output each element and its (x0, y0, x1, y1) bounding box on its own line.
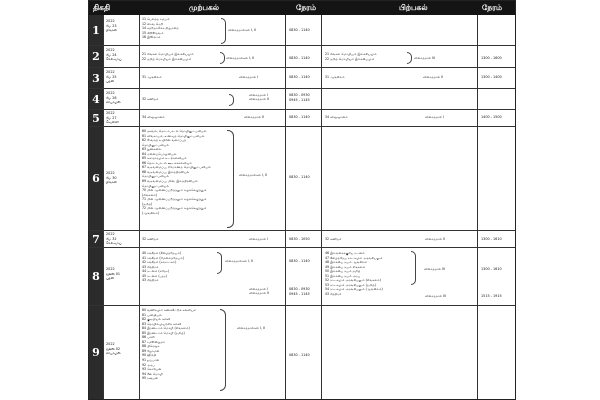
header-morning: முற்பகல் (189, 3, 220, 12)
pm-time: 1300 - 1400 (481, 75, 502, 79)
am-time: 0830 - 0930 0945 - 1145 (289, 287, 310, 296)
am-subjects: 21 சிங்கள மொழியும் இலக்கியமும் 22 தமிழ் மொழியும் இலக்கியமும் (142, 52, 194, 61)
pm-note: வினாத்தாள் III (414, 56, 435, 60)
am-subjects: 34 விஞ்ஞானம் (142, 115, 165, 119)
row-line (89, 305, 515, 306)
day-date: 2022 மே 27 வெள்ளி (106, 111, 119, 125)
pm-note: வினாத்தாள் III (425, 294, 446, 298)
day-number: 3 (89, 68, 103, 88)
am-note: வினாத்தாள் I வினாத்தாள் II (249, 287, 269, 296)
row-line (89, 109, 515, 110)
am-note: வினாத்தாள்கள் I, II (228, 28, 256, 32)
col-line (321, 15, 322, 399)
col-line (139, 15, 140, 399)
brace (221, 18, 226, 44)
pm-time: 1300 - 1610 (481, 267, 502, 271)
row-line (89, 45, 515, 46)
am-note: வினாத்தாள் I (249, 237, 269, 241)
day-date: 2022 மே 30 திங்கள் (106, 171, 117, 185)
am-note: வினாத்தாள்கள் I, II (237, 326, 265, 330)
am-note: வினாத்தாள்கள் I, II (225, 259, 253, 263)
am-time: 0830 - 1050 (289, 237, 310, 241)
am-time: 0830 - 1140 (289, 115, 310, 119)
table-header (89, 1, 515, 15)
am-time: 0830 - 1140 (289, 353, 310, 357)
col-line (285, 15, 286, 399)
day-date: 2022 மே 26 வியாழன் (106, 91, 121, 105)
pm-note: வினாத்தாள் I (425, 115, 445, 119)
pm-subjects: 31 ஆங்கிலம் (325, 75, 345, 79)
brace (220, 309, 226, 391)
day-number: 5 (89, 110, 103, 126)
day-number: 7 (89, 231, 103, 247)
brace (411, 251, 416, 285)
brace (217, 252, 222, 274)
day-number: 4 (89, 89, 103, 109)
am-subjects: 40 சங்கீதம் (கீழைத்தேயம்) 41 சங்கீதம் (மேலைத்தேயம்) 42 சங்கீதம் (கர்நாடகம்) 43 சித்திரம் 44 நடனம் (சுதேச) 45 நடனம் (பரத) 43 சித்திரம் (142, 251, 185, 283)
am-time: 0830 - 1140 (289, 175, 310, 179)
am-subjects: 80 வணிகமும் கணக்கீட்டுக் கல்வியும் 81 புவியியல் 82 குடியியல் கல்வி 83 தொழில்முயற்சிக் கல்வி 84 இரண்டாம் மொழி (சிங்களம்) 85 இரண்டாம் மொழி (தமிழ்) 86 பாளி 87 சமஸ்கிருதம் 88 பிரெஞ்சு 89 ஜேர்மன் 90 ஹிந்தி 91 ஜப்பான் 92 அரபு 93 கொரியன் 94 சீன மொழி 95 ரஷ்யன் (142, 308, 197, 381)
day-number: 8 (89, 248, 103, 305)
pm-subjects: 46 இலங்கைக்குரிய நடனம் 47 கீழைத்தேய நாடகமும் அரங்கியலும் 48 இலக்கிய நயம் ஆங்கிலம் 49 இலக்கிய நயம் சிங்களம் 50 இலக்கிய நயம் தமிழ் 51 இலக்கிய நயம் அரபு 52 நாடகமும் அரங்கியலும் (சிங்களம்) 53 நாடகமும் அரங்கியலும் (தமிழ்) 54 நாடகமும் அரங்கியலும் (ஆங்கிலம்) 43 சித்திரம் (325, 251, 383, 296)
row-line (89, 88, 515, 89)
pm-subjects: 32 கணிதம் (325, 237, 342, 241)
row-line (89, 230, 515, 231)
row-line (89, 67, 515, 68)
am-subjects: 32 கணிதம் (142, 97, 159, 101)
am-note: வினாத்தாள்கள் I, II (226, 56, 254, 60)
am-time: 0830 - 1140 (289, 259, 310, 263)
header-time-am: நேரம் (296, 3, 317, 12)
row-line (89, 126, 515, 127)
pm-subjects: 34 விஞ்ஞானம் (325, 115, 348, 119)
day-date: 2022 மே 31 செவ்வாய் (106, 232, 122, 246)
pm-subjects: 21 சிங்கள மொழியும் இலக்கியமும் 22 தமிழ் மொழியும் இலக்கியமும் (325, 52, 377, 61)
am-note: வினாத்தாள் II (244, 115, 264, 119)
am-subjects: 60 தகவல், தொடர்பாடல் தொழினுட்பவியல் 61 விவசாயம், உணவுத் தொழினுட்பவியல் 62 நீர்வாழ் உயிரின வளர்ப்புத் தொழினுட்பவியல் 63 நுண்கலை 64 மனைப்பொருளியல் 65 சுகாதாரமும் உடற்கல்வியும் 66 தொடர்பாடல் ஊடகக்கல்வியும் 67 வடிவமைப்பு, நிர்மாணத் தொழினுட்பவியல் 68 வடிவமைப்பு, இலத்திரனியல் தொழினுட்பவியல் 69 வடிவமைப்பு, மின், இலத்திரனியல் தொழினுட்பவியல் 70 மின் ஆணைப்படுத்தலும் சுருக்கெழுத்தும் (சிங்களம்) 71 மின் ஆணைப்படுத்தலும் சுருக்கெழுத்தும் (தமிழ்) 72 மின் ஆணைப்படுத்தலும் சுருக்கெழுத்தும் (ஆங்கிலம்) (142, 129, 211, 215)
am-time: 0830 - 0930 0945 - 1145 (289, 93, 310, 102)
pm-note: வினாத்தாள் III (424, 267, 445, 271)
day-date: 2022 ஜூன் 02 வியாழன் (106, 342, 121, 356)
am-note: வினாத்தாள் I வினாத்தாள் II (249, 93, 269, 102)
am-subjects: 31 ஆங்கிலம் (142, 75, 162, 79)
am-note: வினாத்தாள் I (239, 75, 259, 79)
am-time: 0830 - 1140 (289, 56, 310, 60)
day-number: 1 (89, 15, 103, 45)
pm-note: வினாத்தாள் II (423, 75, 443, 79)
am-subjects: 11 பௌத்த சமயம் 12 சைவ நெறி 14 கத்தோலிக்க திருமறை 15 கிறிஸ்தவம் 16 இஸ்லாம் (142, 17, 179, 40)
am-note: வினாத்தாள்கள் I, II (239, 173, 267, 177)
day-date: 2022 மே 23 திங்கள் (106, 19, 117, 33)
col-line (477, 15, 478, 399)
day-number: 9 (89, 306, 103, 399)
am-time: 0830 - 1140 (289, 28, 310, 32)
am-subjects: 32 கணிதம் (142, 237, 159, 241)
col-line (103, 15, 104, 399)
pm-time: 1400 - 1500 (481, 115, 502, 119)
header-afternoon: பிற்பகல் (399, 3, 428, 12)
exam-timetable (88, 0, 516, 400)
pm-note: வினாத்தாள் II (425, 237, 445, 241)
day-number: 2 (89, 46, 103, 67)
row-line (89, 247, 515, 248)
pm-time: 1515 - 1915 (481, 294, 502, 298)
am-time: 0830 - 1140 (289, 75, 310, 79)
pm-time: 1300 - 1610 (481, 237, 502, 241)
brace (227, 130, 234, 228)
header-date: திகதி (93, 3, 111, 12)
pm-time: 1300 - 1600 (481, 56, 502, 60)
day-date: 2022 மே 25 புதன் (106, 70, 117, 84)
brace (407, 52, 412, 64)
brace (220, 52, 225, 64)
day-date: 2022 ஜூன் 01 புதன் (106, 267, 121, 281)
brace (229, 94, 234, 106)
day-date: 2022 மே 24 செவ்வாய் (106, 48, 122, 62)
header-time-pm: நேரம் (482, 3, 503, 12)
day-number: 6 (89, 127, 103, 230)
